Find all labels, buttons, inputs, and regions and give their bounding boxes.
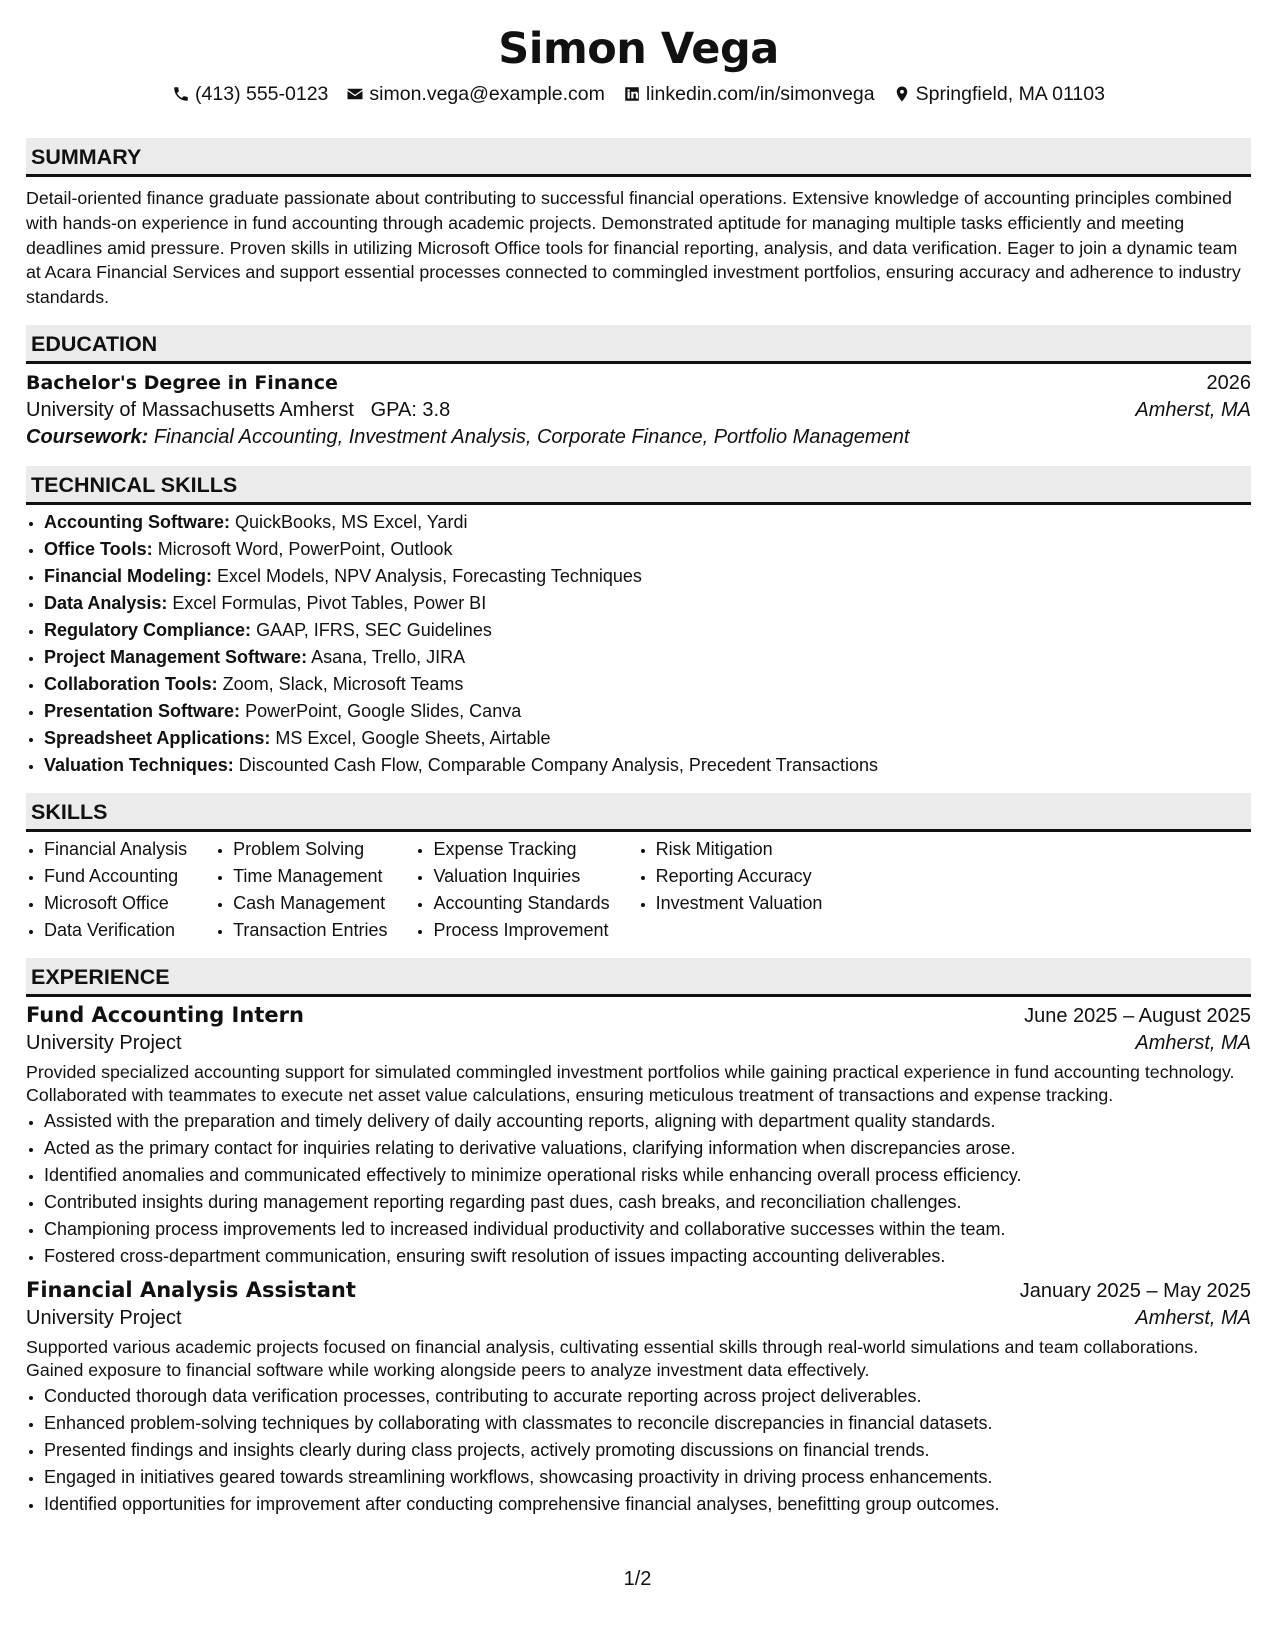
list-item [44, 698, 1251, 725]
list-item [44, 725, 1251, 752]
education-school-row [26, 399, 1251, 422]
summary-text: Detail-oriented finance graduate passionate about contributing to successful financial operations. Extensive knowledge of accounting principles combined with hands-on experience in fund accounting through academic projects. Demonstrated aptitude for managing multiple tasks efficiently and meeting deadlines amid pressure. Proven skills in utilizing Microsoft Office tools for financial reporting, analysis, and data verification. Eager to join a dynamic team at Acara Financial Services and support essential processes connected to commingled investment portfolios, ensuring accuracy and adherence to industry standards. [26, 188, 1241, 308]
list-item [44, 509, 1251, 536]
skill-value: GAAP, IFRS, SEC Guidelines [256, 619, 492, 640]
education-heading: EDUCATION [26, 325, 1251, 364]
summary-section [26, 138, 1251, 310]
job-org-row [26, 1032, 1251, 1055]
skill-label: Financial Modeling: [44, 565, 213, 586]
phone-text: (413) 555-0123 [195, 82, 329, 105]
skills-section [26, 793, 1251, 944]
skill-label: Spreadsheet Applications: [44, 727, 271, 748]
contact-bar [26, 80, 1251, 108]
job-entry [26, 1003, 1251, 1270]
list-item: • Fund Accounting [44, 863, 187, 890]
list-item: • Enhanced problem-solving techniques by collaborating with classmates to reconcile discrepancies in financial datasets. [44, 1410, 1251, 1437]
coursework-list: Financial Accounting, Investment Analysis, Corporate Finance, Portfolio Management [153, 425, 910, 448]
skill-label: Regulatory Compliance: [44, 619, 252, 640]
list-item: • Accounting Standards [433, 890, 609, 917]
list-item: • Identified anomalies and communicated effectively to minimize operational risks while enhancing overall process efficiency. [44, 1162, 1251, 1189]
list-item [44, 617, 1251, 644]
list-item [44, 752, 1251, 779]
school-line [26, 399, 450, 422]
skill-label: Collaboration Tools: [44, 673, 218, 694]
job-location: Amherst, MA [1135, 1306, 1251, 1329]
list-item: • Reporting Accuracy [656, 863, 823, 890]
skill-value: Asana, Trello, JIRA [311, 646, 466, 667]
skill-label: Accounting Software: [44, 511, 231, 532]
email-contact[interactable] [346, 83, 604, 106]
technical-skills-section [26, 466, 1251, 779]
list-item [44, 590, 1251, 617]
list-item [44, 644, 1251, 671]
skill-label: Project Management Software: [44, 646, 308, 667]
list-item: • Assisted with the preparation and timely delivery of daily accounting reports, aligning with department quality standards. [44, 1108, 1251, 1135]
gpa: GPA: 3.8 [370, 398, 451, 421]
list-item: • Acted as the primary contact for inquiries relating to derivative valuations, clarifying information when discrepancies arose. [44, 1135, 1251, 1162]
list-item: • Microsoft Office [44, 890, 187, 917]
list-item: • Conducted thorough data verification processes, contributing to accurate reporting across project deliverables. [44, 1383, 1251, 1410]
list-item: • Transaction Entries [233, 917, 387, 944]
skill-value: Microsoft Word, PowerPoint, Outlook [157, 538, 453, 559]
job-org: University Project [26, 1306, 182, 1329]
job-title: Financial Analysis Assistant [26, 1277, 356, 1302]
technical-skills-list [26, 509, 1251, 779]
list-item: • Financial Analysis [44, 836, 187, 863]
list-item: • Valuation Inquiries [433, 863, 609, 890]
summary-heading: SUMMARY [26, 138, 1251, 177]
email-text[interactable]: simon.vega@example.com [369, 82, 605, 105]
job-dates: June 2025 – August 2025 [1024, 1004, 1251, 1027]
skill-value: Discounted Cash Flow, Comparable Company Analysis, Precedent Transactions [238, 754, 879, 775]
school-location: Amherst, MA [1135, 398, 1251, 421]
list-item: • Cash Management [233, 890, 387, 917]
list-item: • Fostered cross-department communication, ensuring swift resolution of issues impacting accounting deliverables. [44, 1243, 1251, 1270]
coursework-label: Coursework: [26, 425, 149, 448]
technical-skills-heading: TECHNICAL SKILLS [26, 466, 1251, 505]
skill-value: Excel Models, NPV Analysis, Forecasting Techniques [217, 565, 642, 586]
list-item: • Investment Valuation [656, 890, 823, 917]
candidate-name: Simon Vega [498, 24, 779, 74]
job-bullets [26, 1108, 1251, 1270]
linkedin-icon [623, 85, 641, 103]
job-title-row [26, 1278, 1251, 1303]
skill-value: QuickBooks, MS Excel, Yardi [235, 511, 468, 532]
skills-column [415, 836, 609, 944]
skill-value: Excel Formulas, Pivot Tables, Power BI [172, 592, 487, 613]
phone-icon [172, 85, 190, 103]
skills-heading: SKILLS [26, 793, 1251, 832]
school-name: University of Massachusetts Amherst [26, 398, 354, 421]
map-pin-icon [893, 85, 911, 103]
skill-value: Zoom, Slack, Microsoft Teams [222, 673, 464, 694]
list-item [44, 671, 1251, 698]
skills-column [638, 836, 823, 944]
linkedin-contact[interactable] [623, 83, 875, 106]
list-item: • Championing process improvements led to increased individual productivity and collaborative successes within the team. [44, 1216, 1251, 1243]
education-degree-row [26, 372, 1251, 395]
degree-title: Bachelor's Degree in Finance [26, 371, 338, 394]
envelope-icon [346, 85, 364, 103]
phone-contact [172, 83, 328, 106]
list-item: • Time Management [233, 863, 387, 890]
experience-section [26, 958, 1251, 1518]
list-item: • Risk Mitigation [656, 836, 823, 863]
skills-column [215, 836, 387, 944]
list-item [44, 563, 1251, 590]
skill-label: Data Analysis: [44, 592, 168, 613]
page-number: 1/2 [623, 1568, 652, 1590]
job-description: Supported various academic projects focused on financial analysis, cultivating essential skills through real-world simulations and team collaborations. Gained exposure to financial software while working alongside peers to analyze investment data effectively. [26, 1336, 1199, 1381]
linkedin-text[interactable]: linkedin.com/in/simonvega [645, 82, 875, 105]
list-item: • Data Verification [44, 917, 187, 944]
skills-grid [26, 836, 1251, 944]
skill-value: PowerPoint, Google Slides, Canva [245, 700, 522, 721]
skill-label: Presentation Software: [44, 700, 241, 721]
list-item: • Engaged in initiatives geared towards streamlining workflows, showcasing proactivity in driving process enhancements. [44, 1464, 1251, 1491]
education-section [26, 325, 1251, 449]
job-org-row [26, 1307, 1251, 1330]
skill-label: Office Tools: [44, 538, 153, 559]
list-item: • Identified opportunities for improvement after conducting comprehensive financial analyses, benefitting group outcomes. [44, 1491, 1251, 1518]
location-text: Springfield, MA 01103 [915, 82, 1105, 105]
resume-page [26, 22, 1251, 1518]
job-location: Amherst, MA [1135, 1031, 1251, 1054]
job-description: Provided specialized accounting support for simulated commingled investment portfolios while gaining practical experience in fund accounting technology. Collaborated with teammates to execute net asset value calculations, ensuring meticulous treatment of transactions and expense tracking. [26, 1061, 1235, 1106]
job-title-row [26, 1003, 1251, 1028]
job-bullets [26, 1383, 1251, 1518]
location-contact [893, 83, 1105, 106]
job-entry [26, 1278, 1251, 1518]
graduation-year: 2026 [1206, 371, 1251, 394]
skill-value: MS Excel, Google Sheets, Airtable [275, 727, 551, 748]
experience-heading: EXPERIENCE [26, 958, 1251, 997]
job-dates: January 2025 – May 2025 [1019, 1279, 1251, 1302]
skills-column [26, 836, 187, 944]
list-item: • Expense Tracking [433, 836, 609, 863]
list-item: • Process Improvement [433, 917, 609, 944]
list-item: • Contributed insights during management reporting regarding past dues, cash breaks, and reconciliation challenges. [44, 1189, 1251, 1216]
job-org: University Project [26, 1031, 182, 1054]
list-item [44, 536, 1251, 563]
job-title: Fund Accounting Intern [26, 1002, 304, 1027]
coursework-line [26, 426, 1251, 449]
list-item: • Problem Solving [233, 836, 387, 863]
list-item: • Presented findings and insights clearly during class projects, actively promoting discussions on financial trends. [44, 1437, 1251, 1464]
skill-label: Valuation Techniques: [44, 754, 234, 775]
